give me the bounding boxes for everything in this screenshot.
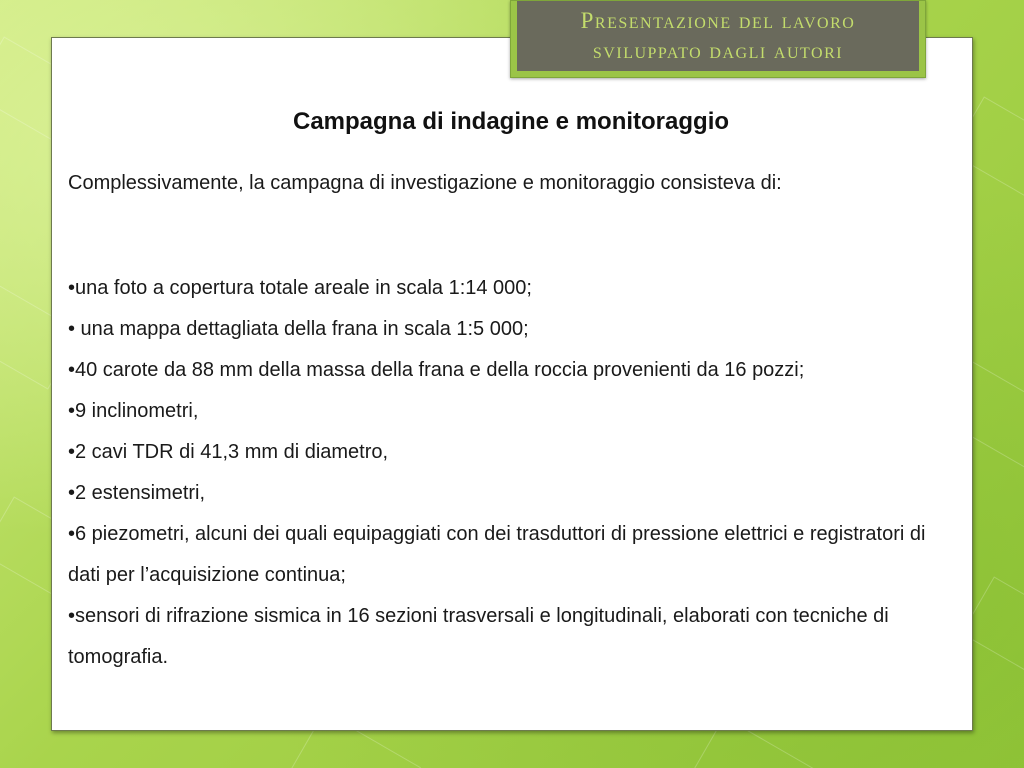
list-item: •9 inclinometri, xyxy=(68,400,199,422)
list-item: •2 estensimetri, xyxy=(68,482,206,504)
list-item: •sensori di rifrazione sismica in 16 sezioni trasversali e longitudinali, elaborati con tecniche di tomografia. xyxy=(68,605,889,668)
slide-title-line-1: Presentazione del lavoro xyxy=(580,8,856,33)
slide-title xyxy=(517,1,919,71)
bullet-list xyxy=(68,268,948,678)
section-heading: Campagna di indagine e monitoraggio xyxy=(292,108,730,135)
intro-paragraph: Complessivamente, la campagna di investigazione e monitoraggio consisteva di: xyxy=(68,172,782,194)
list-item: •una foto a copertura totale areale in scala 1:14 000; xyxy=(68,277,532,299)
slide-title-box xyxy=(510,0,926,78)
list-item: • una mappa dettagliata della frana in scala 1:5 000; xyxy=(68,318,529,340)
list-item: •6 piezometri, alcuni dei quali equipaggiati con dei trasduttori di pressione elettrici e registratori di dati per l’acquisizione continua; xyxy=(68,523,926,586)
list-item: •2 cavi TDR di 41,3 mm di diametro, xyxy=(68,441,389,463)
list-item: •40 carote da 88 mm della massa della frana e della roccia provenienti da 16 pozzi; xyxy=(68,359,805,381)
slide-title-line-2: sviluppato dagli autori xyxy=(592,38,844,63)
